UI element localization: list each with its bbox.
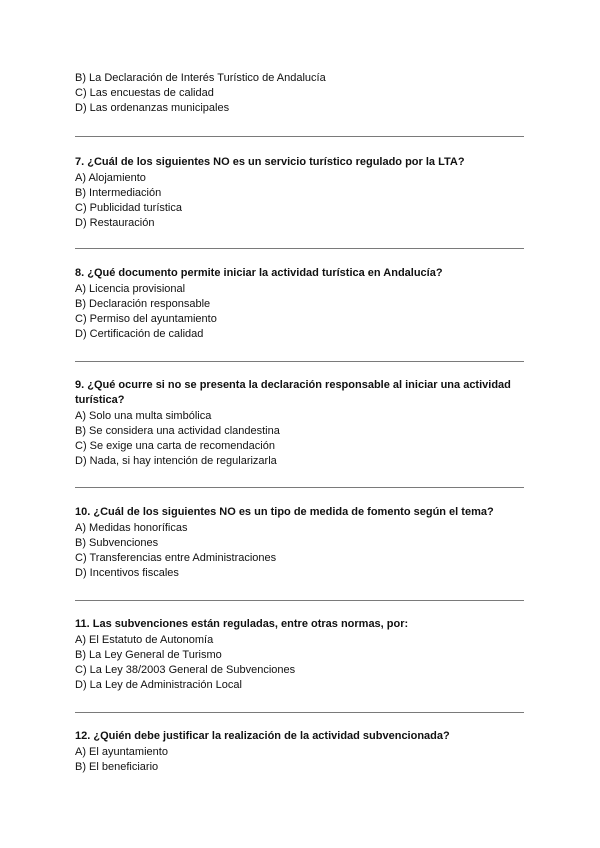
question-12-text: 12. ¿Quién debe justificar la realización de la actividad subvencionada? [75, 730, 450, 742]
q8-option-c: C) Permiso del ayuntamiento [75, 313, 217, 325]
question-9-text: 9. ¿Qué ocurre si no se presenta la declaración responsable al iniciar una actividad turística? [75, 379, 511, 406]
q8-option-b: B) Declaración responsable [75, 298, 211, 310]
q7-option-a: A) Alojamiento [75, 172, 146, 184]
q11-option-b: B) La Ley General de Turismo [75, 649, 222, 661]
question-9-block [75, 378, 525, 469]
q6-option-c: C) Las encuestas de calidad [75, 87, 214, 99]
q10-option-b: B) Subvenciones [75, 537, 159, 549]
question-10-text: 10. ¿Cuál de los siguientes NO es un tipo de medida de fomento según el tema? [75, 506, 494, 518]
question-12-block [75, 729, 525, 775]
q12-option-a: A) El ayuntamiento [75, 746, 168, 758]
question-7-text: 7. ¿Cuál de los siguientes NO es un servicio turístico regulado por la LTA? [75, 156, 465, 168]
question-8-block [75, 266, 525, 342]
q7-option-b: B) Intermediación [75, 187, 162, 199]
question-7-block [75, 155, 525, 231]
q9-option-d: D) Nada, si hay intención de regularizarla [75, 455, 277, 467]
q10-option-d: D) Incentivos fiscales [75, 567, 179, 579]
divider [75, 136, 524, 137]
q10-option-a: A) Medidas honoríficas [75, 522, 188, 534]
q12-option-b: B) El beneficiario [75, 761, 159, 773]
question-8-text: 8. ¿Qué documento permite iniciar la actividad turística en Andalucía? [75, 267, 443, 279]
q11-option-a: A) El Estatuto de Autonomía [75, 634, 214, 646]
q8-option-a: A) Licencia provisional [75, 283, 186, 295]
question-6-block [75, 71, 525, 116]
question-11-block [75, 617, 525, 693]
divider [75, 487, 524, 488]
divider [75, 248, 524, 249]
divider [75, 361, 524, 362]
q6-option-d: D) Las ordenanzas municipales [75, 102, 230, 114]
q7-option-c: C) Publicidad turística [75, 202, 182, 214]
q11-option-d: D) La Ley de Administración Local [75, 679, 242, 691]
question-10-block [75, 505, 525, 581]
q9-option-c: C) Se exige una carta de recomendación [75, 440, 275, 452]
divider [75, 600, 524, 601]
q9-option-b: B) Se considera una actividad clandestina [75, 425, 280, 437]
q9-option-a: A) Solo una multa simbólica [75, 410, 212, 422]
q8-option-d: D) Certificación de calidad [75, 328, 204, 340]
q6-option-b: B) La Declaración de Interés Turístico de Andalucía [75, 72, 326, 84]
q10-option-c: C) Transferencias entre Administraciones [75, 552, 277, 564]
q7-option-d: D) Restauración [75, 217, 155, 229]
divider [75, 712, 524, 713]
q11-option-c: C) La Ley 38/2003 General de Subvenciones [75, 664, 296, 676]
question-11-text: 11. Las subvenciones están reguladas, entre otras normas, por: [75, 618, 409, 630]
